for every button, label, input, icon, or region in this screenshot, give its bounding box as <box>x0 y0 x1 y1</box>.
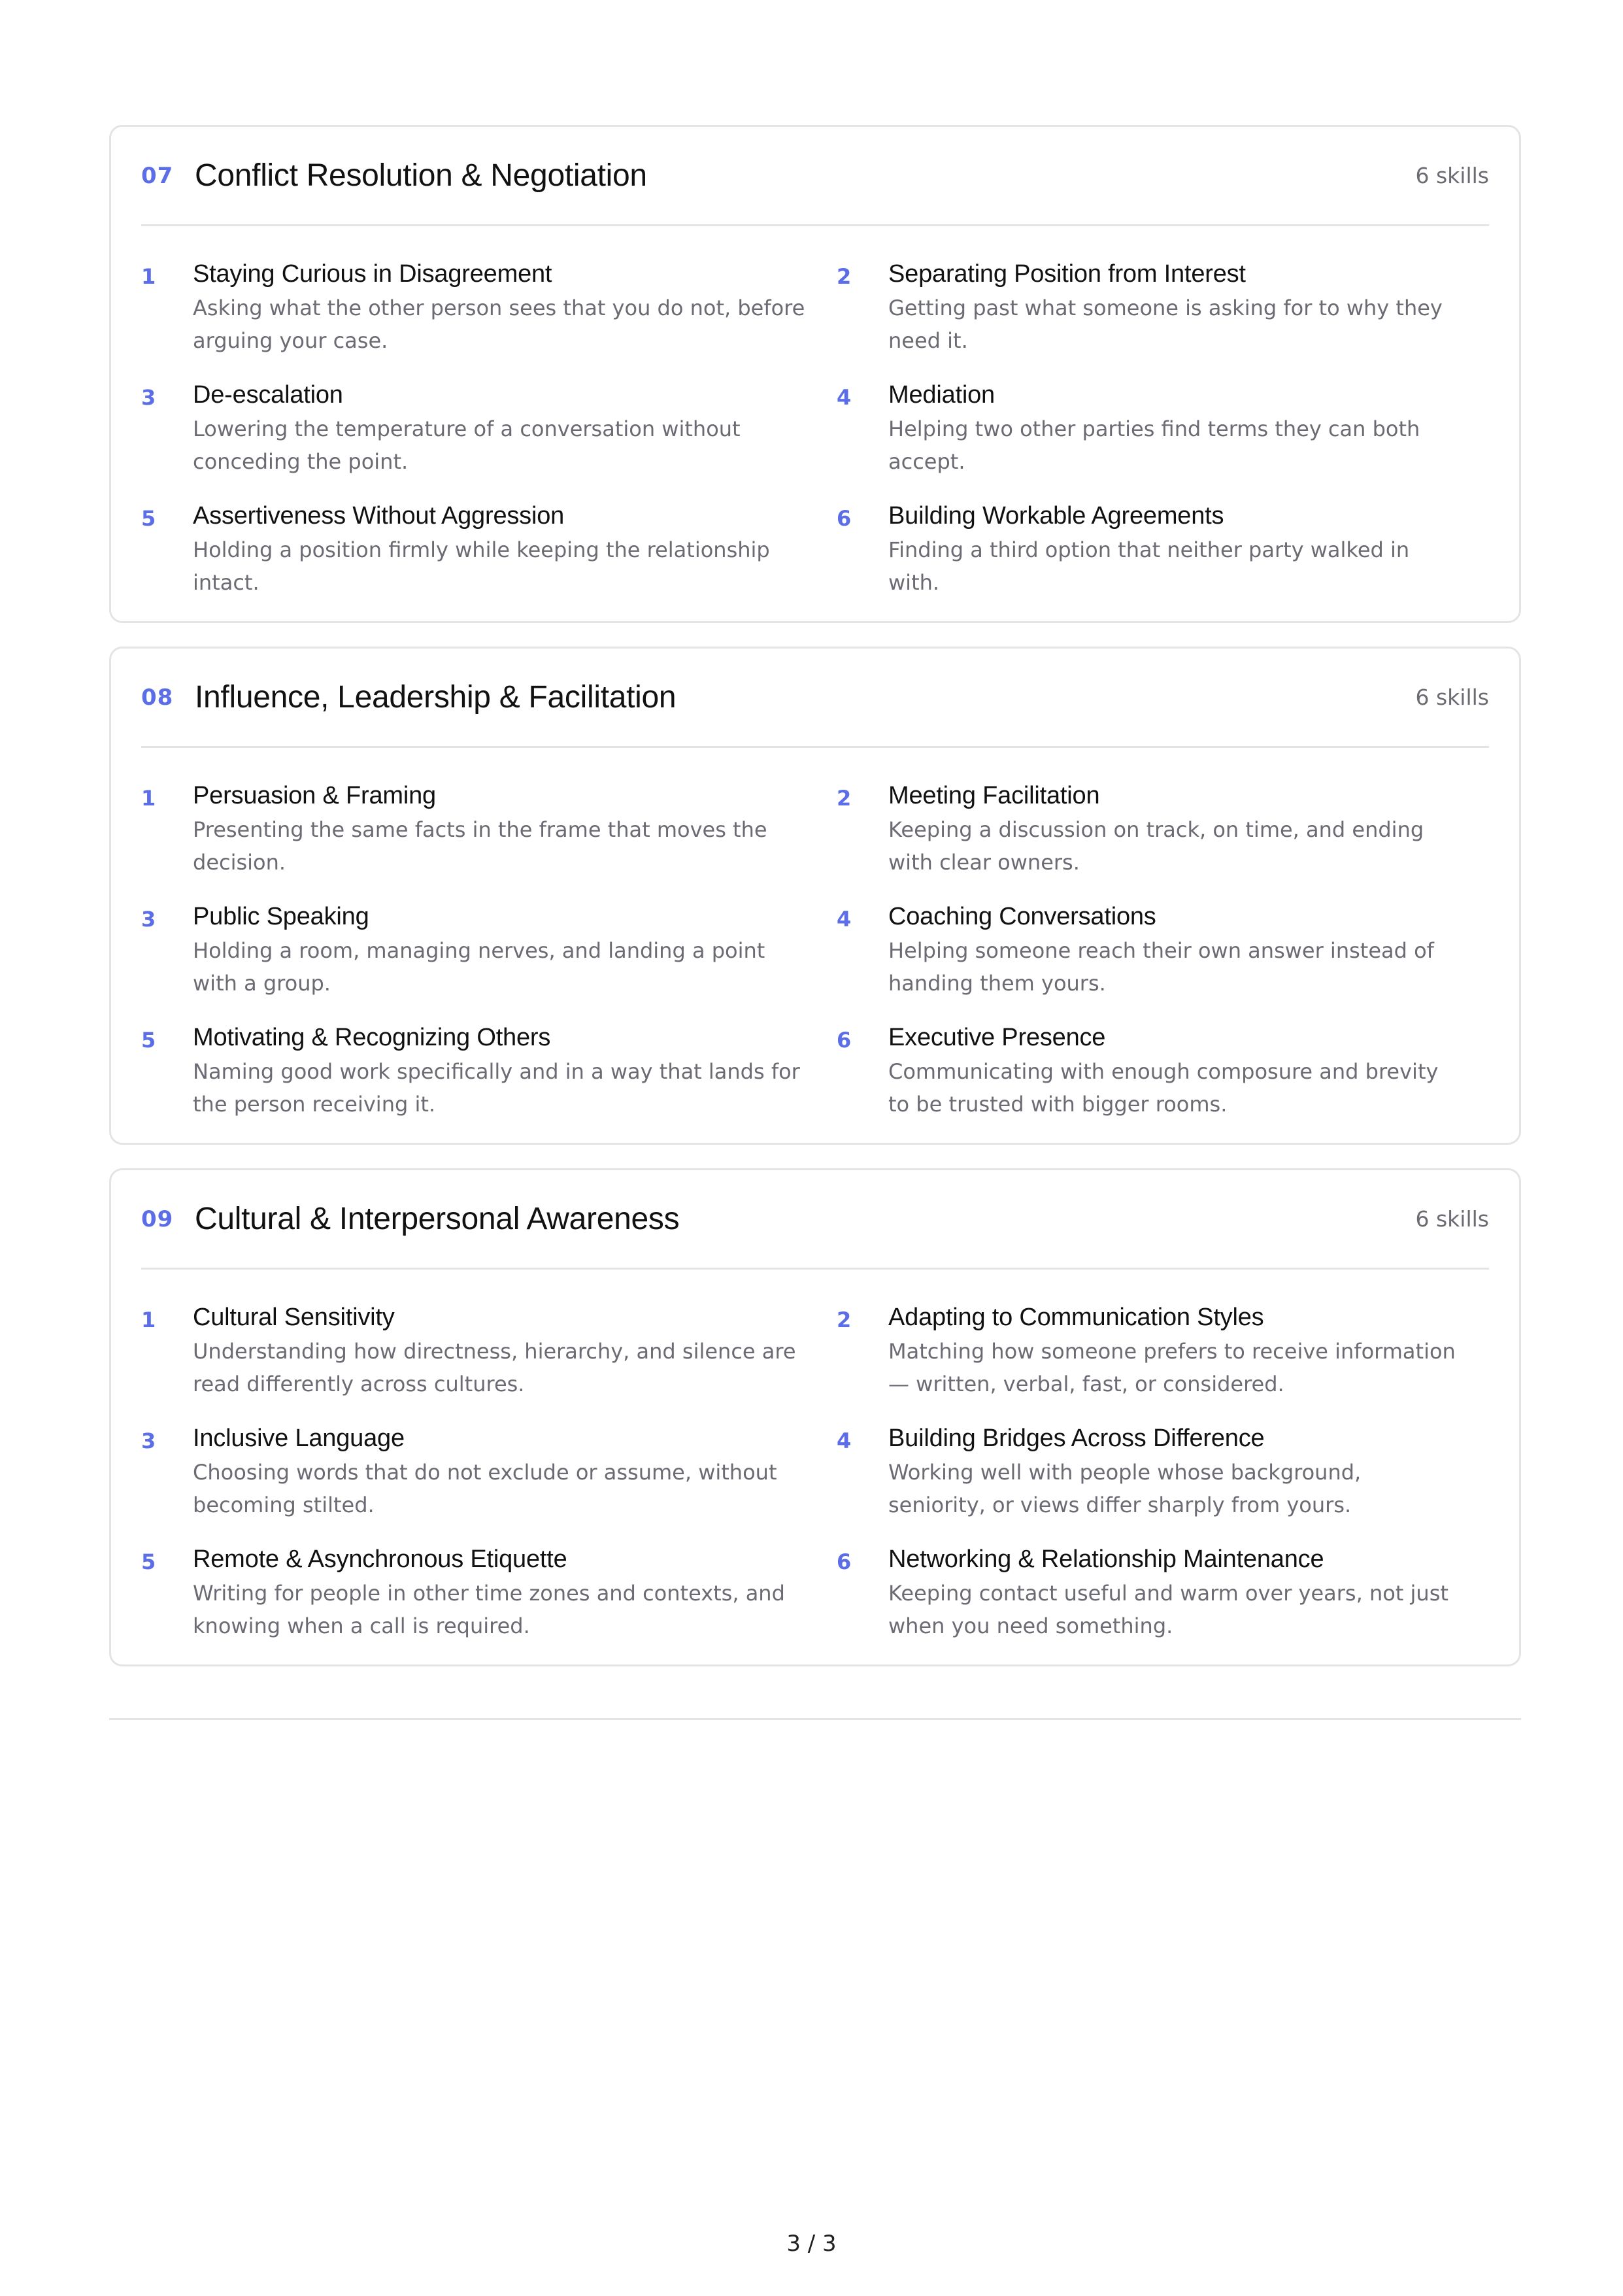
skill-index: 1 <box>141 1308 156 1332</box>
skill-description: Keeping contact useful and warm over years, not just when you need something. <box>888 1581 1448 1638</box>
page-content <box>109 125 1521 1666</box>
skill-description: Finding a third option that neither party walked in with. <box>888 537 1410 595</box>
skill-title: Persuasion & Framing <box>193 782 436 809</box>
section-skill-count: 6 skills <box>1415 163 1489 188</box>
section-title: Conflict Resolution & Negotiation <box>195 158 647 193</box>
skill-body <box>193 1543 837 1664</box>
skill-body <box>888 779 1490 900</box>
skill-item <box>837 1543 1490 1664</box>
skill-title: Coaching Conversations <box>888 903 1156 930</box>
skills-grid <box>141 226 1489 620</box>
skill-item <box>141 1543 837 1664</box>
skill-description: Getting past what someone is asking for to why they need it. <box>888 295 1443 353</box>
skill-description: Helping two other parties find terms they can both accept. <box>888 416 1420 474</box>
skill-title: Public Speaking <box>193 903 369 930</box>
section-title: Influence, Leadership & Facilitation <box>195 680 677 715</box>
skill-index: 5 <box>141 1028 156 1053</box>
skill-index: 4 <box>837 1428 852 1453</box>
skill-item <box>837 779 1490 900</box>
skill-body <box>193 499 837 620</box>
section-skill-count: 6 skills <box>1415 684 1489 710</box>
skill-index: 6 <box>837 1028 852 1053</box>
section-number: 08 <box>141 684 174 711</box>
skill-index: 1 <box>141 264 156 289</box>
skill-description: Communicating with enough composure and brevity to be trusted with bigger rooms. <box>888 1059 1439 1117</box>
skill-item <box>837 499 1490 620</box>
skill-body <box>888 900 1490 1021</box>
skills-grid <box>141 748 1489 1142</box>
skill-description: Helping someone reach their own answer instead of handing them yours. <box>888 938 1434 996</box>
skill-index: 2 <box>837 1308 852 1332</box>
skill-body <box>193 779 837 900</box>
skill-title: Building Workable Agreements <box>888 502 1224 530</box>
skill-item <box>837 1422 1490 1543</box>
skill-body <box>193 379 837 499</box>
skill-body <box>193 1301 837 1422</box>
skill-item <box>837 1021 1490 1142</box>
section-number: 09 <box>141 1206 174 1232</box>
skill-body <box>888 379 1490 499</box>
skill-description: Keeping a discussion on track, on time, and ending with clear owners. <box>888 817 1424 875</box>
skill-description: Holding a position firmly while keeping the relationship intact. <box>193 537 770 595</box>
skill-title: Motivating & Recognizing Others <box>193 1024 551 1051</box>
skill-title: Assertiveness Without Aggression <box>193 502 565 530</box>
skill-index: 3 <box>141 1428 156 1453</box>
skill-description: Naming good work specifically and in a way that lands for the person receiving it. <box>193 1059 800 1117</box>
skill-title: De-escalation <box>193 381 343 409</box>
skill-item <box>141 900 837 1021</box>
skill-title: Building Bridges Across Difference <box>888 1425 1265 1452</box>
skill-title: Executive Presence <box>888 1024 1106 1051</box>
skill-title: Separating Position from Interest <box>888 260 1246 288</box>
section-header <box>141 649 1489 748</box>
skill-item <box>141 1021 837 1142</box>
skill-item <box>141 1422 837 1543</box>
skill-body <box>193 1021 837 1142</box>
skill-index: 2 <box>837 786 852 811</box>
skill-index: 5 <box>141 1549 156 1574</box>
skill-item <box>141 499 837 620</box>
skill-body <box>888 1021 1490 1142</box>
skill-index: 3 <box>141 907 156 932</box>
skill-title: Remote & Asynchronous Etiquette <box>193 1545 567 1573</box>
skill-item <box>141 1301 837 1422</box>
skill-body <box>193 1422 837 1543</box>
skill-description: Matching how someone prefers to receive information — written, verbal, fast, or considered. <box>888 1339 1456 1396</box>
skill-item <box>837 258 1490 379</box>
skill-index: 6 <box>837 1549 852 1574</box>
skill-title: Cultural Sensitivity <box>193 1304 395 1331</box>
skill-title: Mediation <box>888 381 995 409</box>
section-skill-count: 6 skills <box>1415 1206 1489 1232</box>
skill-description: Choosing words that do not exclude or assume, without becoming stilted. <box>193 1460 777 1517</box>
skill-body <box>193 258 837 379</box>
skill-item <box>141 779 837 900</box>
skill-description: Lowering the temperature of a conversation without conceding the point. <box>193 416 741 474</box>
skill-body <box>888 499 1490 620</box>
skill-description: Asking what the other person sees that you do not, before arguing your case. <box>193 295 805 353</box>
skill-description: Understanding how directness, hierarchy, and silence are read differently across cultures. <box>193 1339 796 1396</box>
skill-title: Networking & Relationship Maintenance <box>888 1545 1324 1573</box>
skills-grid <box>141 1270 1489 1664</box>
skill-description: Writing for people in other time zones and contexts, and knowing when a call is required. <box>193 1581 785 1638</box>
skill-item <box>837 379 1490 499</box>
skill-item <box>837 1301 1490 1422</box>
skill-item <box>141 258 837 379</box>
skill-index: 4 <box>837 907 852 932</box>
skill-body <box>193 900 837 1021</box>
skill-body <box>888 258 1490 379</box>
skill-index: 1 <box>141 786 156 811</box>
skill-title: Inclusive Language <box>193 1425 405 1452</box>
skill-description: Holding a room, managing nerves, and landing a point with a group. <box>193 938 765 996</box>
page-divider <box>109 1718 1521 1720</box>
skill-item <box>141 379 837 499</box>
section-card-conflict-resolution <box>109 125 1521 623</box>
skill-body <box>888 1301 1490 1422</box>
skill-index: 4 <box>837 385 852 410</box>
skill-index: 2 <box>837 264 852 289</box>
skill-description: Working well with people whose background, seniority, or views differ sharply from yours. <box>888 1460 1362 1517</box>
section-number: 07 <box>141 162 174 189</box>
section-title: Cultural & Interpersonal Awareness <box>195 1202 680 1236</box>
skill-title: Meeting Facilitation <box>888 782 1100 809</box>
skill-title: Adapting to Communication Styles <box>888 1304 1264 1331</box>
skill-index: 3 <box>141 385 156 410</box>
skill-body <box>888 1543 1490 1664</box>
page-number: 3 / 3 <box>786 2231 837 2257</box>
skill-body <box>888 1422 1490 1543</box>
section-card-cultural-awareness <box>109 1168 1521 1666</box>
skill-description: Presenting the same facts in the frame that moves the decision. <box>193 817 767 875</box>
section-card-influence-leadership <box>109 647 1521 1145</box>
skill-index: 6 <box>837 506 852 531</box>
skill-item <box>837 900 1490 1021</box>
section-header <box>141 1170 1489 1270</box>
section-header <box>141 127 1489 226</box>
skill-index: 5 <box>141 506 156 531</box>
skill-title: Staying Curious in Disagreement <box>193 260 552 288</box>
